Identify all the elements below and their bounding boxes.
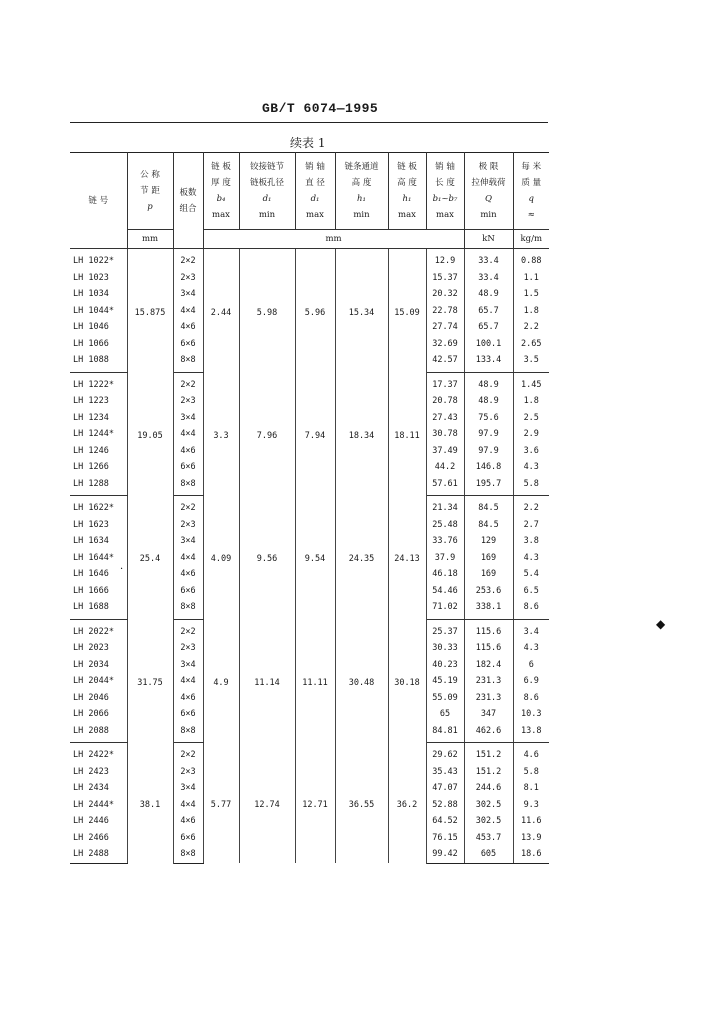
combo-cell: 2×2 [173,496,203,517]
plate-height-cell: 15.09 [388,249,426,373]
table-row [70,619,549,640]
plate-thickness-cell: 5.77 [203,743,239,864]
combo-cell: 8×8 [173,476,203,496]
tensile-load-cell: 302.5 [464,813,513,830]
combo-cell: 2×2 [173,619,203,640]
combo-cell: 4×6 [173,443,203,460]
pin-hole-cell: 9.56 [239,496,295,620]
chain-number-cell: LH 1666 [70,583,127,600]
combo-cell: 4×6 [173,813,203,830]
tensile-load-cell: 48.9 [464,393,513,410]
pin-hole-cell: 11.14 [239,619,295,743]
chain-number-cell: LH 1066 [70,336,127,353]
pin-length-cell: 35.43 [426,764,464,781]
chain-number-cell: LH 2088 [70,723,127,743]
chain-number-cell: LH 2446 [70,813,127,830]
pin-dia-cell: 5.96 [295,249,335,373]
tensile-load-cell: 231.3 [464,673,513,690]
combo-cell: 6×6 [173,459,203,476]
tensile-load-cell: 84.5 [464,496,513,517]
pitch-cell: 31.75 [127,619,173,743]
chain-number-cell: LH 2444* [70,797,127,814]
pin-length-cell: 71.02 [426,599,464,619]
combo-cell: 8×8 [173,723,203,743]
mass-cell: 2.5 [523,412,539,423]
combo-cell: 6×6 [173,830,203,847]
tensile-load-cell: 244.6 [464,780,513,797]
table-row [70,496,549,517]
unit-pitch: mm [127,230,173,249]
table-row [70,372,549,393]
chain-number-cell: LH 1623 [70,517,127,534]
tensile-load-cell: 75.6 [464,410,513,427]
combo-cell: 4×6 [173,690,203,707]
pin-length-cell: 30.33 [426,640,464,657]
channel-height-cell: 36.55 [335,743,388,864]
mass-cell: 1.45 [521,379,542,390]
table-row [70,249,549,270]
combo-cell: 2×3 [173,270,203,287]
mass-cell: 11.6 [521,816,542,827]
chain-number-cell: LH 1034 [70,286,127,303]
mass-cell: 2.65 [521,338,542,349]
pin-length-cell: 84.81 [426,723,464,743]
chain-number-cell: LH 1246 [70,443,127,460]
tensile-load-cell: 115.6 [464,619,513,640]
tensile-load-cell: 133.4 [464,352,513,372]
mass-cell: 3.8 [523,536,539,547]
combo-cell: 2×3 [173,640,203,657]
pin-dia-cell: 11.11 [295,619,335,743]
tensile-load-cell: 253.6 [464,583,513,600]
pin-length-cell: 22.78 [426,303,464,320]
combo-cell: 2×3 [173,764,203,781]
plate-thickness-cell: 2.44 [203,249,239,373]
col-pin-hole: 铰接链节 链板孔径 d₁ min [239,153,295,230]
combo-cell: 4×6 [173,319,203,336]
pitch-cell: 25.4 [127,496,173,620]
tensile-load-cell: 347 [464,706,513,723]
mass-cell: 4.3 [523,462,539,473]
chain-number-cell: LH 1288 [70,476,127,496]
combo-cell: 4×4 [173,797,203,814]
combo-cell: 2×3 [173,517,203,534]
plate-thickness-cell: 4.09 [203,496,239,620]
pitch-cell: 38.1 [127,743,173,864]
mass-cell: 3.5 [513,352,549,372]
mass-cell: 8.1 [523,783,539,794]
scan-mark: ◆ [656,617,666,631]
table-body [70,249,549,864]
chain-number-cell: LH 2022* [70,619,127,640]
tensile-load-cell: 605 [464,846,513,863]
combo-cell: 3×4 [173,410,203,427]
pitch-cell: 15.875 [127,249,173,373]
chain-number-cell: LH 1622* [70,496,127,517]
mass-cell: 4.3 [523,552,539,563]
chain-number-cell: LH 2066 [70,706,127,723]
mass-cell: 2.2 [523,503,539,514]
pitch-cell: 19.05 [127,372,173,496]
mass-cell: 18.6 [513,846,549,863]
mass-cell: 2.2 [523,322,539,333]
pin-dia-cell: 12.71 [295,743,335,864]
tensile-load-cell: 48.9 [464,372,513,393]
col-pin-length: 销 轴 长 度 b₁~b₇ max [426,153,464,230]
pin-length-cell: 42.57 [426,352,464,372]
combo-cell: 4×4 [173,303,203,320]
mass-cell: 4.3 [523,643,539,654]
combo-cell: 3×4 [173,657,203,674]
tensile-load-cell: 151.2 [464,764,513,781]
chain-number-cell: LH 1088 [70,352,127,372]
chain-number-cell: LH 2488 [70,846,127,863]
pin-length-cell: 55.09 [426,690,464,707]
pin-length-cell: 29.62 [426,743,464,764]
pin-dia-cell: 9.54 [295,496,335,620]
chain-spec-table [70,152,549,864]
tensile-load-cell: 195.7 [464,476,513,496]
combo-cell: 2×3 [173,393,203,410]
tensile-load-cell: 100.1 [464,336,513,353]
chain-number-cell: LH 1223 [70,393,127,410]
unit-mm-span: mm [203,230,464,249]
pin-length-cell: 33.76 [426,533,464,550]
chain-number-cell: LH 2046 [70,690,127,707]
tensile-load-cell: 65.7 [464,303,513,320]
pin-length-cell: 40.23 [426,657,464,674]
chain-number-cell: LH 1044* [70,303,127,320]
tensile-load-cell: 453.7 [464,830,513,847]
chain-number-cell: LH 1266 [70,459,127,476]
tensile-load-cell: 115.6 [464,640,513,657]
chain-number-cell: LH 1688 [70,599,127,619]
col-pin-dia: 销 轴 直 径 d₁ max [295,153,335,230]
unit-kgm: kg/m [513,230,549,249]
combo-cell: 6×6 [173,336,203,353]
col-channel-height: 链条通道 高 度 h₁ min [335,153,388,230]
standard-number: GB/T 6074—1995 [262,101,379,116]
tensile-load-cell: 33.4 [464,270,513,287]
col-plate-thickness: 链 板 厚 度 b₄ max [203,153,239,230]
pin-length-cell: 65 [426,706,464,723]
combo-cell: 6×6 [173,583,203,600]
tensile-load-cell: 169 [464,566,513,583]
tensile-load-cell: 146.8 [464,459,513,476]
chain-number-cell: LH 1234 [70,410,127,427]
chain-number-cell: LH 1644* [70,550,127,567]
mass-cell: 9.3 [523,799,539,810]
pin-length-cell: 64.52 [426,813,464,830]
channel-height-cell: 30.48 [335,619,388,743]
pin-length-cell: 46.18 [426,566,464,583]
chain-number-cell: LH 2466 [70,830,127,847]
chain-number-cell: LH 1046 [70,319,127,336]
combo-cell: 3×4 [173,780,203,797]
pin-length-cell: 37.9 [426,550,464,567]
col-mass: 每 米 质 量 q ≈ [513,153,549,230]
unit-kn: kN [464,230,513,249]
tensile-load-cell: 182.4 [464,657,513,674]
mass-cell: 2.9 [523,429,539,440]
mass-cell: 5.8 [523,766,539,777]
table-caption: 续表 1 [290,136,326,150]
tensile-load-cell: 65.7 [464,319,513,336]
channel-height-cell: 18.34 [335,372,388,496]
channel-height-cell: 24.35 [335,496,388,620]
mass-cell: 3.4 [523,626,539,637]
mass-cell: 8.6 [513,599,549,619]
pin-dia-cell: 7.94 [295,372,335,496]
pin-length-cell: 52.88 [426,797,464,814]
combo-cell: 2×2 [173,743,203,764]
mass-cell: 13.9 [521,832,542,843]
pin-length-cell: 25.37 [426,619,464,640]
pin-hole-cell: 12.74 [239,743,295,864]
combo-cell: 4×4 [173,673,203,690]
plate-thickness-cell: 3.3 [203,372,239,496]
chain-number-cell: LH 1244* [70,426,127,443]
combo-cell: 4×4 [173,426,203,443]
pin-length-cell: 99.42 [426,846,464,863]
pin-length-cell: 54.46 [426,583,464,600]
mass-cell: 8.6 [523,692,539,703]
pin-length-cell: 27.43 [426,410,464,427]
tensile-load-cell: 97.9 [464,426,513,443]
pin-hole-cell: 5.98 [239,249,295,373]
col-plate-height: 链 板 高 度 h₁ max [388,153,426,230]
plate-height-cell: 30.18 [388,619,426,743]
tensile-load-cell: 231.3 [464,690,513,707]
table-row [70,743,549,764]
plate-height-cell: 18.11 [388,372,426,496]
chain-number-cell: LH 2434 [70,780,127,797]
combo-cell: 4×4 [173,550,203,567]
mass-cell: 2.7 [523,519,539,530]
chain-number-cell: LH 2023 [70,640,127,657]
combo-cell: 6×6 [173,706,203,723]
tensile-load-cell: 462.6 [464,723,513,743]
tensile-load-cell: 169 [464,550,513,567]
tensile-load-cell: 338.1 [464,599,513,619]
mass-cell: 5.8 [513,476,549,496]
pin-length-cell: 57.61 [426,476,464,496]
pin-length-cell: 20.32 [426,286,464,303]
combo-cell: 8×8 [173,846,203,863]
mass-cell: 4.6 [523,750,539,761]
pin-length-cell: 30.78 [426,426,464,443]
pin-hole-cell: 7.96 [239,372,295,496]
col-pitch: 公 称 节 距 p [127,153,173,230]
combo-cell: 2×2 [173,372,203,393]
mass-cell: 13.8 [513,723,549,743]
mass-cell: 6.9 [523,676,539,687]
mass-cell: 3.6 [523,445,539,456]
chain-number-cell: LH 2034 [70,657,127,674]
chain-number-cell: LH 1646 [70,566,127,583]
col-tensile-load: 极 限 拉伸载荷 Q min [464,153,513,230]
tensile-load-cell: 151.2 [464,743,513,764]
pin-length-cell: 17.37 [426,372,464,393]
pin-length-cell: 44.2 [426,459,464,476]
channel-height-cell: 15.34 [335,249,388,373]
pin-length-cell: 76.15 [426,830,464,847]
chain-number-cell: LH 1023 [70,270,127,287]
plate-height-cell: 24.13 [388,496,426,620]
pin-length-cell: 47.07 [426,780,464,797]
col-combo: 板数 组合 [173,153,203,249]
mass-cell: 10.3 [521,709,542,720]
tensile-load-cell: 33.4 [464,249,513,270]
pin-length-cell: 25.48 [426,517,464,534]
mass-cell: 1.8 [523,305,539,316]
col-chain-no: 链 号 [70,153,127,249]
combo-cell: 3×4 [173,286,203,303]
mass-cell: 1.5 [523,289,539,300]
plate-height-cell: 36.2 [388,743,426,864]
combo-cell: 3×4 [173,533,203,550]
pin-length-cell: 45.19 [426,673,464,690]
scan-dot: · [120,564,124,575]
tensile-load-cell: 302.5 [464,797,513,814]
combo-cell: 2×2 [173,249,203,270]
combo-cell: 8×8 [173,599,203,619]
tensile-load-cell: 97.9 [464,443,513,460]
pin-length-cell: 27.74 [426,319,464,336]
chain-number-cell: LH 1634 [70,533,127,550]
tensile-load-cell: 48.9 [464,286,513,303]
tensile-load-cell: 84.5 [464,517,513,534]
mass-cell: 6 [528,659,534,670]
combo-cell: 4×6 [173,566,203,583]
mass-cell: 0.88 [521,256,542,267]
mass-cell: 6.5 [523,585,539,596]
chain-number-cell: LH 1022* [70,249,127,270]
chain-number-cell: LH 2423 [70,764,127,781]
pin-length-cell: 15.37 [426,270,464,287]
top-rule [70,122,548,123]
mass-cell: 1.8 [523,396,539,407]
chain-number-cell: LH 2422* [70,743,127,764]
mass-cell: 1.1 [523,272,539,283]
chain-number-cell: LH 2044* [70,673,127,690]
pin-length-cell: 12.9 [426,249,464,270]
plate-thickness-cell: 4.9 [203,619,239,743]
tensile-load-cell: 129 [464,533,513,550]
combo-cell: 8×8 [173,352,203,372]
chain-number-cell: LH 1222* [70,372,127,393]
pin-length-cell: 32.69 [426,336,464,353]
pin-length-cell: 21.34 [426,496,464,517]
pin-length-cell: 20.78 [426,393,464,410]
pin-length-cell: 37.49 [426,443,464,460]
mass-cell: 5.4 [523,569,539,580]
